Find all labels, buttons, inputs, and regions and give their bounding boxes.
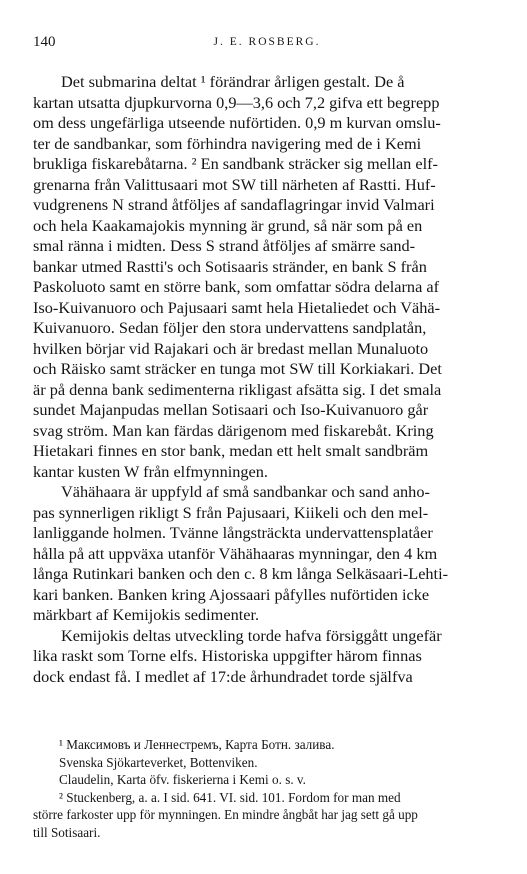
text-line: lika raskt som Torne elfs. Historiska uppgifter härom finnas	[33, 646, 422, 665]
text-line: grenarna från Valittusaari mot SW till närheten af Rastti. Huf-	[33, 174, 436, 194]
page-number: 140	[33, 34, 56, 50]
footnotes	[33, 736, 501, 841]
body-text	[33, 72, 501, 687]
text-line: och Räisko samt sträcker en tunga mot SW till Korkiakari. Det	[33, 359, 442, 378]
footnote-line: ² Stuckenberg, a. a. I sid. 641. VI. sid. 101. Fordom for man med	[59, 789, 401, 805]
text-line: dock endast få. I medlet af 17:de århundradet torde själfva	[33, 666, 413, 686]
text-line: märkbart af Kemijokis sedimenter.	[33, 605, 260, 624]
text-line: Iso-Kuivanuoro och Pajusaari samt hela Hietaliedet och Vähä-	[33, 297, 441, 317]
footnote-line: till Sotisaari.	[33, 824, 101, 840]
text-line: Hietakari finnes en stor bank, medan ett helt smalt sandbräm	[33, 441, 429, 460]
text-line: om dess ungefärliga utseende nuförtiden. 0,9 m kurvan omslu-	[33, 113, 441, 132]
text-line: kartan utsatta djupkurvorna 0,9—3,6 och 7,2 gifva ett begrepp	[33, 92, 440, 112]
text-line: kantar kusten W från elfmynningen.	[33, 461, 268, 481]
text-line: är på denna bank sedimenterna rikligast afsätta sig. I det smala	[33, 379, 442, 399]
text-line: långa Rutinkari banken och den c. 8 km långa Selkäsaari-Lehti-	[33, 564, 449, 583]
text-line: kari banken. Banken kring Ajossaari påfylles nuförtiden icke	[33, 584, 430, 604]
footnote-line: ¹ Максимовъ и Леннестремъ, Карта Ботн. залива.	[59, 737, 335, 752]
text-line: brukliga fiskarebåtarna. ² En sandbank sträcker sig mellan elf-	[33, 154, 438, 173]
text-line: pas synnerligen rikligt S från Pajusaari, Kiikeli och den mel-	[33, 502, 429, 522]
running-head: J. E. ROSBERG.	[213, 36, 321, 48]
text-line: Paskoluoto samt en större bank, som omfattar södra delarna af	[33, 277, 440, 296]
text-line: vudgrenens N strand åtföljes af sandaflagringar invid Valmari	[33, 195, 435, 214]
text-line: ter de sandbankar, som förhindra navigering med de i Kemi	[33, 133, 422, 153]
text-line: och hela Kaakamajokis mynning är grund, så när som på en	[33, 215, 423, 235]
text-line: svag ström. Man kan färdas därigenom med fiskarebåt. Kring	[33, 420, 434, 440]
text-line: lanliggande holmen. Tvänne långsträckta undervattensplatåer	[33, 523, 433, 542]
text-line: bankar utmed Rastti's och Sotisaaris stränder, en bank S från	[33, 256, 427, 276]
page-header	[33, 34, 501, 52]
footnote-line: större farkoster upp för mynningen. En mindre ångbåt har jag sett gå upp	[33, 807, 418, 822]
text-line: Vähähaara är uppfyld af små sandbankar och sand anho-	[61, 482, 430, 501]
text-line: hålla på att uppväxa utanför Vähähaaras mynningar, den 4 km	[33, 543, 438, 563]
footnote-line: Claudelin, Karta öfv. fiskerierna i Kemi o. s. v.	[59, 772, 306, 787]
text-line: sundet Majanpudas mellan Sotisaari och Iso-Kuivanuoro går	[33, 400, 429, 419]
text-line: Kuivanuoro. Sedan följer den stora undervattens sandplatån,	[33, 318, 427, 337]
text-line: smal ränna i midten. Dess S strand åtföljes af smärre sand-	[33, 236, 416, 255]
text-line: Kemijokis deltas utveckling torde hafva försiggått ungefär	[61, 625, 442, 645]
text-line: hvilken börjar vid Rajakari och är bredast mellan Munaluoto	[33, 338, 429, 358]
text-line: Det submarina deltat ¹ förändrar årligen gestalt. De å	[61, 72, 405, 91]
footnote-line: Svenska Sjökarteverket, Bottenviken.	[59, 754, 258, 770]
